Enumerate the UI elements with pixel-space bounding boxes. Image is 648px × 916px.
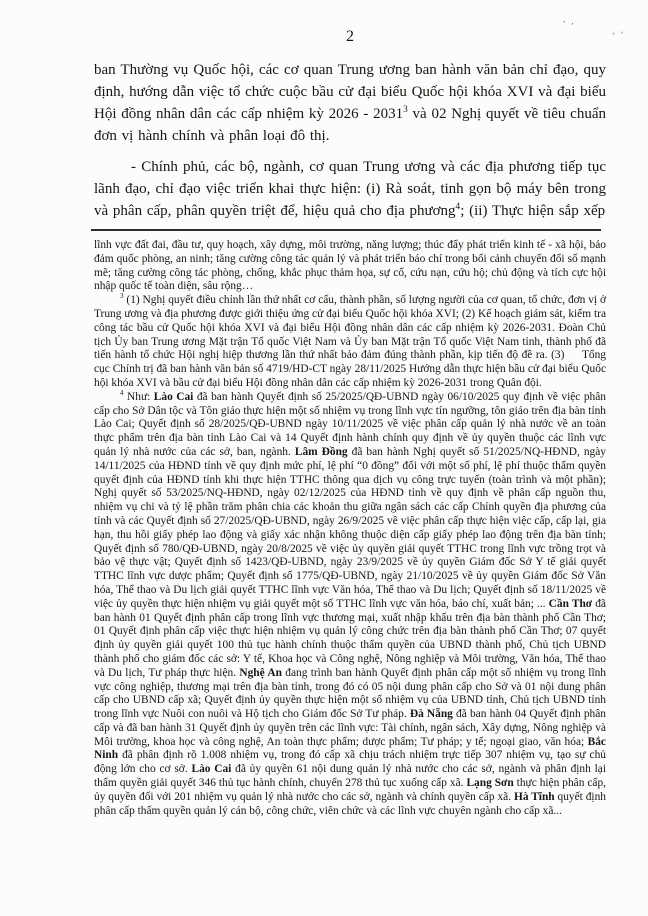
page-content (94, 28, 606, 818)
page-number: 2 (346, 28, 354, 45)
footnote-continuation: lĩnh vực đất đai, đầu tư, quy hoạch, xây dựng, môi trường, năng lượng; thúc đẩy phát triển kinh tế - xã hội, bảo đảm quốc phòng, an ninh; tăng cường công tác quản lý và phát triển báo chí trong bối cảnh chuyển đổi số mạnh mẽ; tăng cường công tác phòng, chống, khắc phục thảm họa, sự cố, cứu nạn, cứu hộ; chủ động và tích cực hội nhập quốc tế toàn diện, sâu rộng… (94, 239, 606, 293)
scan-speckle: ’ ’ (611, 29, 627, 41)
footnote-4: $^4$ Như: Lào Cai đã ban hành Quyết định số 25/2025/QĐ-UBND ngày 06/10/2025 quy định về việc phân cấp cho Sở Dân tộc và Tôn giáo thực hiện một số nhiệm vụ trong lĩnh vực tín ngưỡng, tôn giáo trên địa bàn tỉnh Lào Cai; Quyết định số 28/2025/QĐ-UBND ngày 10/11/2025 về việc phân cấp quản lý nhà nước về an toàn thực phẩm trên địa bàn tỉnh Lào Cai và 14 Quyết định hành chính quy định về ủy quyền thuộc các lĩnh vực quản lý nhà nước của các sở, ban, ngành. Lâm Đồng đã ban hành Nghị quyết số 51/2025/NQ-HĐND, ngày 14/11/2025 của HĐND tỉnh về quy định mức phí, lệ phí “0 đồng” đối với một số phí, lệ phí thuộc thẩm quyền quyết định của HĐND tỉnh khi thực hiện TTHC thông qua dịch vụ công trực tuyến (toàn trình và một phần); Nghị quyết số 53/2025/NQ-HĐND, ngày 02/12/2025 của HĐND tỉnh về quy định về phân cấp nguồn thu, nhiệm vụ chi và tỷ lệ phần trăm phân chia các khoản thu giữa ngân sách các cấp Chính quyền địa phương của tỉnh và các Quyết định số 27/2025/QĐ-UBND, ngày 26/9/2025 về việc phân cấp thực hiện việc cấp, cấp lại, gia hạn, thu hồi giấy phép lao động và giấy xác nhận không thuộc diện cấp giấy phép lao động trên địa bàn tỉnh; Quyết định số 780/QĐ-UBND, ngày 20/8/2025 về việc ủy quyền giải quyết TTHC trong lĩnh vực trồng trọt và bảo vệ thực vật; Quyết định số 1423/QĐ-UBND, ngày 23/9/2025 về ủy quyền Giám đốc Sở Y tế giải quyết TTHC lĩnh vực dược phẩm; Quyết định số 1775/QĐ-UBND, ngày 21/10/2025 về ủy quyền Giám đốc Sở Văn hóa, Thể thao và Du lịch giải quyết TTHC lĩnh vực Văn hóa, Thể thao và Du lịch; Quyết định số 18/11/2025 về việc ủy quyền thực hiện nhiệm vụ giải quyết một số TTHC lĩnh vực văn hóa, báo chí, xuất bản; ... Cần Thơ đã ban hành 01 Quyết định phân cấp trong lĩnh vực thương mại, xuất nhập khẩu trên địa bàn thành phố Cần Thơ; 01 Quyết định phân cấp việc thực hiện nhiệm vụ quản lý công chức trên địa bàn thành phố Cần Thơ; 07 quyết định ủy quyền giải quyết 100 thủ tục hành chính thuộc thẩm quyền của UBND thành phố, Chủ tịch UBND thành phố cho giám đốc các sở: Y tế, Khoa học và Công nghệ, Nông nghiệp và Môi trường, Văn hóa, Thể thao và Du lịch, Tư pháp thực hiện. Nghệ An đang trình ban hành Quyết định phân cấp một số nhiệm vụ trong lĩnh vực công nghiệp, thương mại trên địa bàn tỉnh, trong đó có 05 nội dung phân cấp cho Sở và 01 nội dung phân cấp cho UBND cấp xã; Quyết định ủy quyền thực hiện một số nhiệm vụ của UBND tỉnh, Chủ tịch UBND tỉnh trong lĩnh vực Nuôi con nuôi và Hộ tịch cho Giám đốc Sở Tư pháp. Đà Nẵng đã ban hành 04 Quyết định phân cấp và đã ban hành 31 Quyết định ủy quyền trên các lĩnh vực: Tài chính, ngân sách, Xây dựng, Nông nghiệp và Môi trường, khoa học và công nghệ, An toàn thực phẩm; dược phẩm; Tư pháp; y tế; ngoại giao, văn hóa; Bắc Ninh đã phân định rõ 1.008 nhiệm vụ, trong đó cấp xã chịu trách nhiệm trực tiếp 307 nhiệm vụ, tạo sự chủ động lớn cho cơ sở. Lào Cai đã ủy quyền 61 nội dung quản lý nhà nước cho các sở, ngành và phân định lại thẩm quyền giải quyết 346 thủ tục hành chính, chuyển 278 thủ tục xuống cấp xã. Lạng Sơn thực hiện phân cấp, ủy quyền đối với 201 nhiệm vụ quản lý nhà nước cho các sở, ngành và chính quyền cấp xã. Hà Tĩnh quyết định phân cấp thẩm quyền quản lý cán bộ, công chức, viên chức và các lĩnh vực chuyên ngành cho cấp xã... (94, 388, 607, 817)
footnote-3: $^3$ (1) Nghị quyết điều chỉnh lần thứ nhất cơ cấu, thành phần, số lượng người của cơ quan, tổ chức, đơn vị ở Trung ương và địa phương được giới thiệu ứng cử đại biểu Quốc hội khóa XVI; (2) Kế hoạch giám sát, kiểm tra công tác bầu cử Quốc hội khóa XVI và đại biểu Hội đồng nhân dân các cấp nhiệm kỳ 2026-2031. Đoàn Chủ tịch Ủy ban Trung ương Mặt trận Tổ quốc Việt Nam và Ủy ban Mặt trận Tổ quốc Việt Nam tỉnh, thành phố đã tiến hành tổ chức Hội nghị hiệp thương lần thứ nhất bảo đảm đúng thành phần, kịp tiến độ đề ra. (3) Tổng cục Chính trị đã ban hành văn bản số 4719/HD-CT ngày 28/11/2025 Hướng dẫn thực hiện bầu cử đại biểu Quốc hội khóa XVI và bầu cử đại biểu Hội đồng nhân dân các cấp nhiệm kỳ 2026-2031 trong Quân đội. (94, 292, 606, 389)
scan-speckle: ’ ’ (560, 18, 577, 32)
body-paragraph-1: ban Thường vụ Quốc hội, các cơ quan Trung ương ban hành văn bản chỉ đạo, quy định, hướng dẫn việc tổ chức cuộc bầu cử đại biểu Quốc hội khóa XVI và đại biểu Hội đồng nhân dân các cấp nhiệm kỳ 2026 - 2031$^3$ và 02 Nghị quyết về tiêu chuẩn đơn vị hành chính và phân loại đô thị. (94, 62, 606, 144)
footnote-separator (91, 229, 601, 231)
body-paragraph-2: - Chính phủ, các bộ, ngành, cơ quan Trung ương và các địa phương tiếp tục lãnh đạo, chỉ đạo việc triển khai thực hiện: (i) Rà soát, tinh gọn bộ máy bên trong và phân cấp, phân quyền triệt để, hiệu quả cho địa phương$^4$; (ii) Thực hiện sắp xếp (94, 159, 606, 219)
